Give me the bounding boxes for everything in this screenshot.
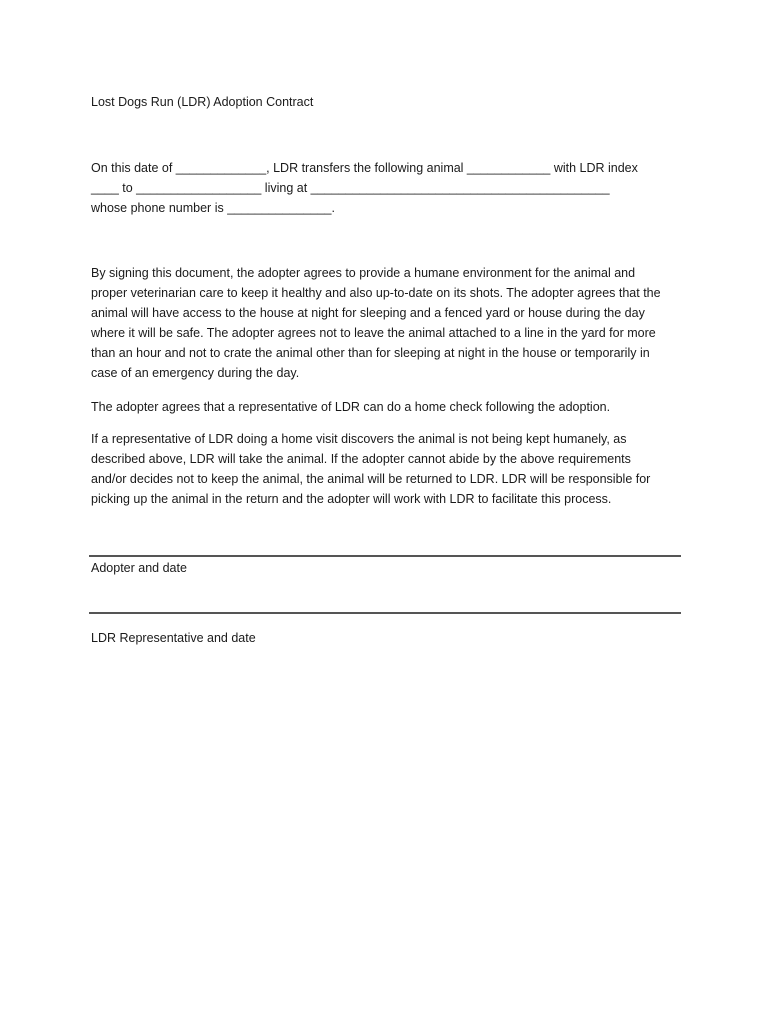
document-title: Lost Dogs Run (LDR) Adoption Contract <box>91 95 314 109</box>
intro-paragraph <box>91 158 691 218</box>
terms-line: By signing this document, the adopter agrees to provide a humane environment for the animal and <box>91 266 636 280</box>
home-check-line: The adopter agrees that a representative of LDR can do a home check following the adoption. <box>91 400 611 414</box>
return-line: described above, LDR will take the animal. If the adopter cannot abide by the above requirements <box>91 452 631 466</box>
intro-line: On this date of _____________, LDR transfers the following animal ____________ with LDR index <box>91 161 638 175</box>
return-paragraph <box>91 429 691 509</box>
terms-paragraph <box>91 263 691 383</box>
terms-line: case of an emergency during the day. <box>91 366 300 380</box>
terms-line: animal will have access to the house at night for sleeping and a fenced yard or house during the day <box>91 306 645 320</box>
intro-line: ____ to __________________ living at ___________________________________________ <box>91 181 610 195</box>
return-line: If a representative of LDR doing a home visit discovers the animal is not being kept humanely, as <box>91 432 627 446</box>
terms-line: proper veterinarian care to keep it healthy and also up-to-date on its shots. The adopter agrees that the <box>91 286 661 300</box>
representative-signature-line <box>89 612 681 614</box>
home-check-paragraph <box>91 397 691 417</box>
return-line: picking up the animal in the return and the adopter will work with LDR to facilitate this process. <box>91 492 612 506</box>
adopter-signature-label: Adopter and date <box>91 561 187 575</box>
terms-line: than an hour and not to crate the animal other than for sleeping at night in the house or temporarily in <box>91 346 650 360</box>
terms-line: where it will be safe. The adopter agrees not to leave the animal attached to a line in the yard for more <box>91 326 656 340</box>
adopter-signature-line <box>89 555 681 557</box>
representative-signature-label: LDR Representative and date <box>91 631 256 645</box>
intro-line: whose phone number is _______________. <box>91 201 335 215</box>
return-line: and/or decides not to keep the animal, the animal will be returned to LDR. LDR will be responsible for <box>91 472 651 486</box>
